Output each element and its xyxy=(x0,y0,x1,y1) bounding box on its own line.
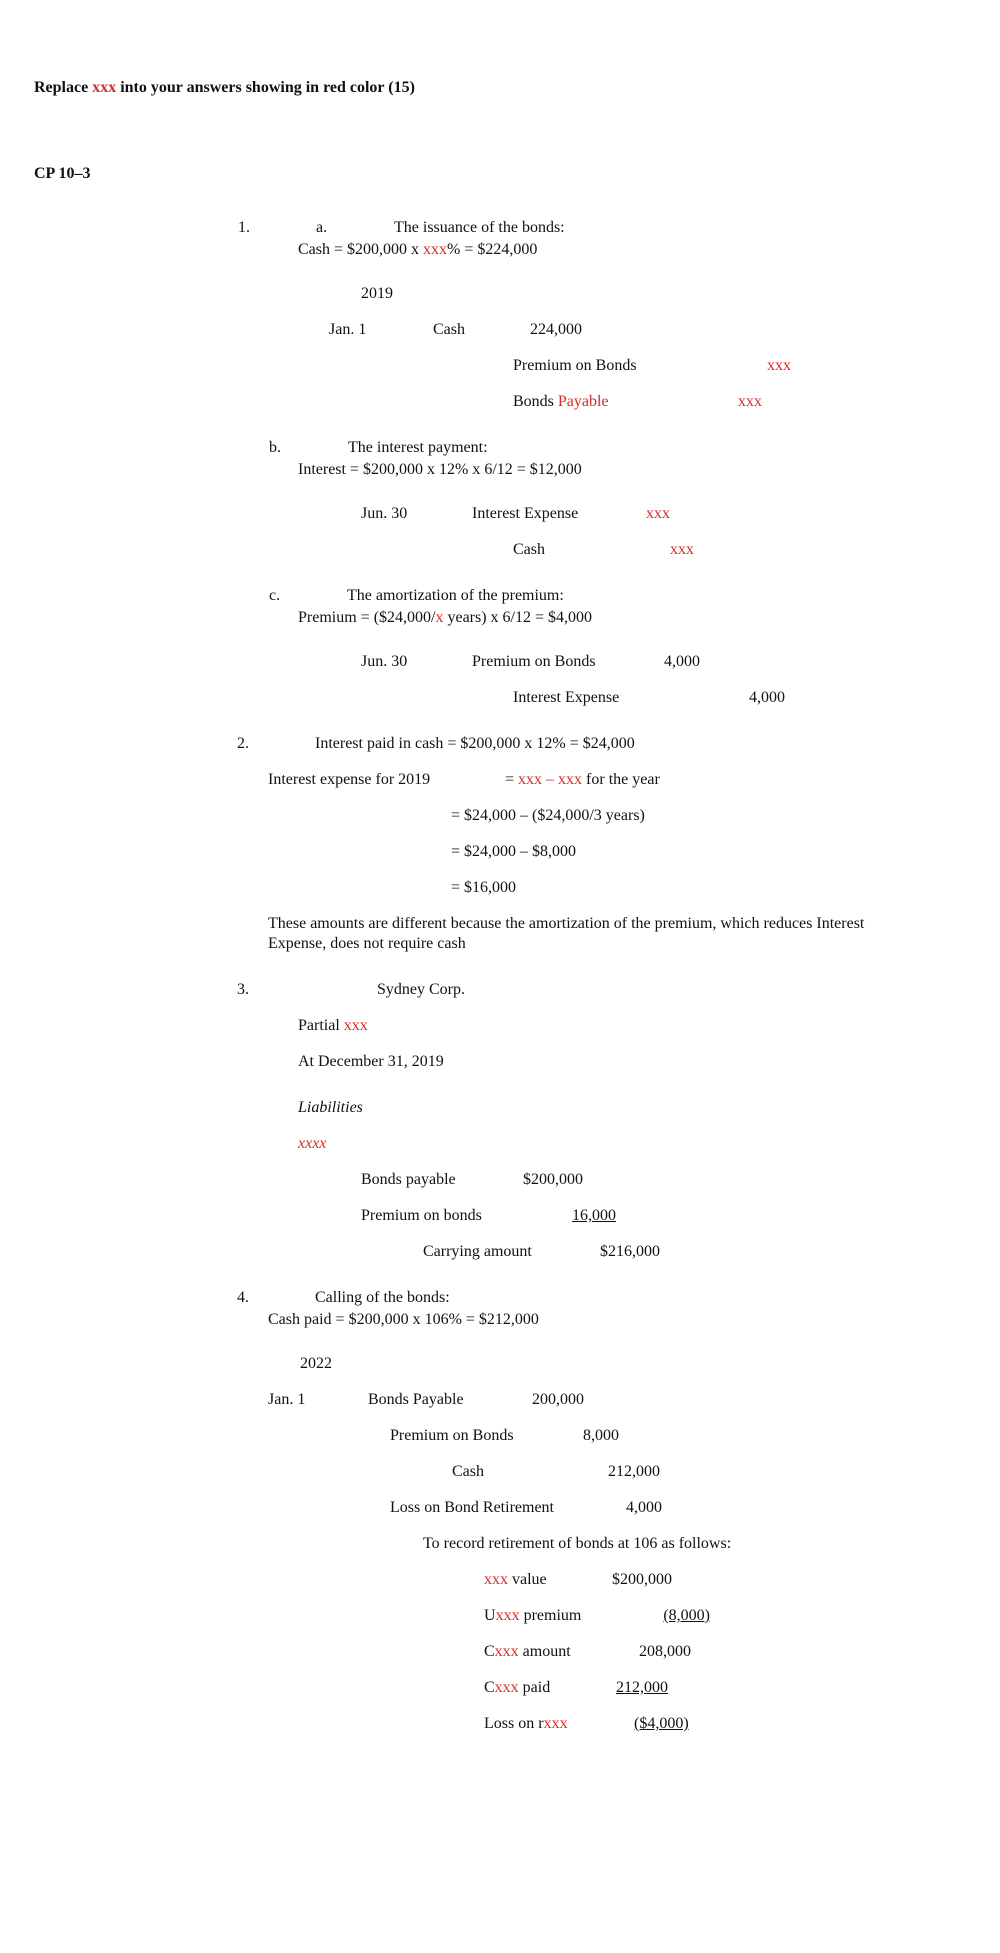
q1a-cr2-amount: xxx xyxy=(738,393,762,410)
q1a-cr2-account xyxy=(513,392,609,412)
q2-number: 2. xyxy=(237,735,249,752)
q4-date: Jan. 1 xyxy=(268,1391,306,1408)
q1c-calc-placeholder: x xyxy=(435,609,444,626)
q1c-calc-text: Premium = ($24,000/ xyxy=(298,609,436,626)
q4-e2-amount: 8,000 xyxy=(583,1427,619,1444)
q3-date: At December 31, 2019 xyxy=(298,1053,444,1070)
q4-s4-amount: 212,000 xyxy=(616,1679,668,1696)
q4-s3-text: C xyxy=(484,1643,495,1660)
q2-line3: = $24,000 – ($24,000/3 years) xyxy=(451,807,645,824)
q4-s2-text-end: premium xyxy=(519,1607,582,1624)
instruction-placeholder: xxx xyxy=(92,79,117,96)
q1b-title: The interest payment: xyxy=(348,439,488,456)
q1a-cr1-amount: xxx xyxy=(767,357,791,374)
q4-s5-amount: ($4,000) xyxy=(634,1715,689,1732)
q2-line2-formula xyxy=(505,770,660,790)
q4-s3-amount: 208,000 xyxy=(639,1643,691,1660)
q4-e4-account: Loss on Bond Retirement xyxy=(390,1499,554,1516)
q2-explain-line1: These amounts are different because the amortization of the premium, which reduces Interest xyxy=(268,915,865,932)
q4-e3-account: Cash xyxy=(452,1463,484,1480)
instruction-text: Replace xyxy=(34,79,93,96)
q3-partial-placeholder: xxx xyxy=(343,1017,368,1034)
q4-s2-text: U xyxy=(484,1607,496,1624)
q1b-cr-amount: xxx xyxy=(670,541,694,558)
q4-s1-placeholder: xxx xyxy=(484,1571,508,1588)
q3-bonds-label: Bonds payable xyxy=(361,1171,456,1188)
q4-e4-amount: 4,000 xyxy=(626,1499,662,1516)
q1a-title: The issuance of the bonds: xyxy=(394,219,565,236)
q1b-calc: Interest = $200,000 x 12% x 6/12 = $12,000 xyxy=(298,461,582,478)
q4-s4-text: C xyxy=(484,1679,495,1696)
q4-s2-placeholder: xxx xyxy=(495,1607,520,1624)
q1c-title: The amortization of the premium: xyxy=(347,587,564,604)
q1a-dr-amount: 224,000 xyxy=(530,321,582,338)
q4-e3-amount: 212,000 xyxy=(608,1463,660,1480)
q2-line5: = $16,000 xyxy=(451,879,517,896)
q4-year: 2022 xyxy=(300,1355,332,1372)
q4-e2-account: Premium on Bonds xyxy=(390,1427,514,1444)
q2-explain-line2: Expense, does not require cash xyxy=(268,935,466,952)
q1b-date: Jun. 30 xyxy=(361,505,408,522)
q1b-letter: b. xyxy=(269,439,281,456)
q1a-letter: a. xyxy=(316,219,328,236)
q1-number: 1. xyxy=(238,219,250,236)
q1a-date: Jan. 1 xyxy=(329,321,367,338)
q1a-calc-placeholder: xxx xyxy=(423,241,448,258)
q1a-calc-text-end: % = $224,000 xyxy=(447,241,538,258)
q3-liabilities-heading: Liabilities xyxy=(298,1099,363,1116)
q1b-dr-amount: xxx xyxy=(646,505,670,522)
q3-carrying-amount: $216,000 xyxy=(600,1243,660,1260)
q2-line2-eq: = xyxy=(505,771,519,788)
q4-calc: Cash paid = $200,000 x 106% = $212,000 xyxy=(268,1311,539,1328)
q4-s5-placeholder: xxx xyxy=(543,1715,568,1732)
q1c-calc xyxy=(298,608,592,628)
q3-number: 3. xyxy=(237,981,249,998)
q3-premium-label: Premium on bonds xyxy=(361,1207,482,1224)
q4-s1-text: value xyxy=(508,1571,547,1588)
q4-s4-text-end: paid xyxy=(518,1679,551,1696)
problem-id: CP 10–3 xyxy=(34,165,91,182)
q4-s1-label xyxy=(484,1570,547,1590)
q1a-cr1-account: Premium on Bonds xyxy=(513,357,637,374)
q1a-calc xyxy=(298,240,537,260)
q4-s2-label xyxy=(484,1606,581,1626)
q3-company: Sydney Corp. xyxy=(377,981,465,998)
q4-s1-amount: $200,000 xyxy=(612,1571,672,1588)
q3-carrying-label: Carrying amount xyxy=(423,1243,532,1260)
q4-title: Calling of the bonds: xyxy=(315,1289,450,1306)
q1c-cr-amount: 4,000 xyxy=(749,689,785,706)
q4-s5-text: Loss on r xyxy=(484,1715,544,1732)
q1c-letter: c. xyxy=(269,587,281,604)
q1c-cr-account: Interest Expense xyxy=(513,689,620,706)
q4-s2-amount: (8,000) xyxy=(663,1607,710,1624)
q1b-cr-account: Cash xyxy=(513,541,545,558)
q3-bonds-amount: $200,000 xyxy=(523,1171,583,1188)
q4-number: 4. xyxy=(237,1289,249,1306)
q4-s5-label xyxy=(484,1714,568,1734)
q4-s3-label xyxy=(484,1642,571,1662)
q3-premium-amount: 16,000 xyxy=(572,1207,616,1224)
q4-s4-label xyxy=(484,1678,550,1698)
q4-e1-account: Bonds Payable xyxy=(368,1391,464,1408)
q1a-calc-text: Cash = $200,000 x xyxy=(298,241,424,258)
q1c-calc-text-end: years) x 6/12 = $4,000 xyxy=(443,609,593,626)
q1c-dr-account: Premium on Bonds xyxy=(472,653,596,670)
q1a-cr2-account-text: Bonds xyxy=(513,393,558,410)
q1c-date: Jun. 30 xyxy=(361,653,408,670)
q1a-dr-account: Cash xyxy=(433,321,465,338)
q3-partial xyxy=(298,1016,368,1036)
q4-s3-placeholder: xxx xyxy=(494,1643,519,1660)
q3-placeholder-heading: xxxx xyxy=(298,1135,327,1152)
q4-s3-text-end: amount xyxy=(518,1643,571,1660)
q1c-dr-amount: 4,000 xyxy=(664,653,700,670)
q2-line1: Interest paid in cash = $200,000 x 12% = $24,000 xyxy=(315,735,635,752)
q4-e1-amount: 200,000 xyxy=(532,1391,584,1408)
q4-note: To record retirement of bonds at 106 as follows: xyxy=(423,1535,732,1552)
instruction-line xyxy=(34,78,415,98)
q1b-dr-account: Interest Expense xyxy=(472,505,579,522)
q2-line2-placeholder: xxx – xxx xyxy=(518,771,583,788)
q4-s4-placeholder: xxx xyxy=(494,1679,519,1696)
q2-line2-label: Interest expense for 2019 xyxy=(268,771,431,788)
q2-line4: = $24,000 – $8,000 xyxy=(451,843,577,860)
q1a-cr2-account-red: Payable xyxy=(557,393,609,410)
instruction-text-end: into your answers showing in red color (15) xyxy=(116,79,415,96)
q3-partial-text: Partial xyxy=(298,1017,344,1034)
q1a-year: 2019 xyxy=(361,285,393,302)
q2-line2-text-end: for the year xyxy=(582,771,660,788)
